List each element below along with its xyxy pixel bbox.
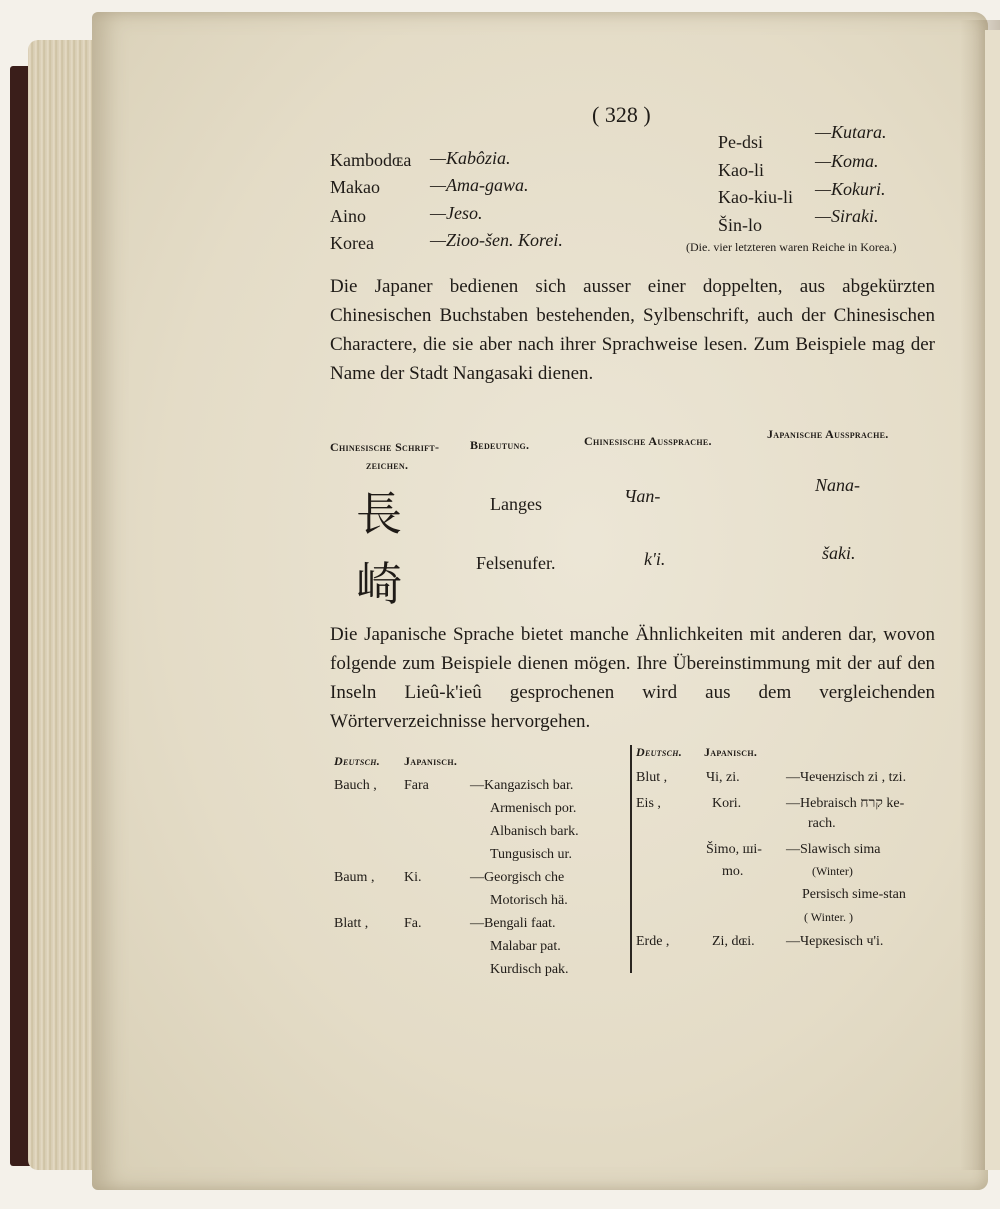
word-japanisch: Ki.: [404, 870, 422, 885]
meaning: Felsenufer.: [476, 553, 556, 573]
word-comparison: —Hebraisch קרח ke-: [786, 796, 905, 811]
table-header: Japanische Aussprache.: [767, 427, 889, 441]
page-number: ( 328 ): [592, 102, 651, 127]
paragraph-2: Die Japanische Sprache bietet manche Ähnlichkeiten mit anderen dar, wovon folgende zum Beispiele dienen mögen. Ihre Übereinstimmung mit der auf den Inseln Lieû-k'ieû gesprochenen wird aus dem vergleichenden Wörterverzeichnisse hervorgehen.: [330, 624, 935, 732]
table-header: Bedeutung.: [470, 438, 530, 452]
meaning: Langes: [490, 494, 542, 514]
word-comparison: Persisch sime-stan: [802, 887, 906, 902]
word-comparison: —Черкеsisch ч'i.: [786, 934, 884, 949]
word-deutsch: Blut ,: [636, 770, 668, 785]
place-japanese: —Zioo-šen. Korei.: [430, 230, 563, 250]
column-divider: [630, 745, 632, 973]
place-name: Kao-li: [718, 160, 764, 180]
table-header: Chinesische Schrift-: [330, 440, 440, 454]
chinese-character: 長: [356, 487, 402, 541]
japanese-pronunciation: šaki.: [822, 543, 856, 563]
word-comparison: Motorisch hä.: [490, 893, 568, 908]
place-name: Pe-dsi: [718, 132, 763, 152]
place-japanese: —Ama-gawa.: [430, 175, 529, 195]
place-japanese: —Koma.: [815, 151, 879, 171]
places-note: (Die. vier letzteren waren Reiche in Korea.): [686, 240, 897, 254]
word-japanisch: mo.: [722, 864, 744, 879]
next-page-edge: [985, 30, 1000, 1170]
place-japanese: —Siraki.: [815, 206, 879, 226]
chinese-pronunciation: k'i.: [644, 549, 666, 569]
word-comparison: rach.: [808, 816, 836, 831]
place-name: Kambodɶa: [330, 150, 412, 170]
wordlist-header-japanisch: Japanisch.: [704, 745, 758, 759]
word-comparison: —Чеченzisch zi , tzi.: [786, 770, 907, 785]
word-japanisch: Fa.: [404, 916, 422, 931]
place-name: Šin-lo: [718, 215, 763, 235]
word-deutsch: Blatt ,: [334, 916, 369, 931]
paragraph-1: Die Japaner bedienen sich ausser einer doppelten, aus abgekürzten Chinesischen Buchstaben bestehenden, Sylbenschrift, auch der Chinesischen Charactere, die sie aber nach ihrer Sprachweise lesen. Zum Beispiele mag der Name der Stadt Nangasaki dienen.: [330, 276, 935, 384]
word-comparison: Tungusisch ur.: [490, 847, 572, 862]
place-japanese: —Kabôzia.: [430, 148, 511, 168]
word-comparison: Malabar pat.: [490, 939, 561, 954]
place-japanese: —Kutara.: [815, 122, 887, 142]
wordlist-header-deutsch: Deutsch.: [334, 754, 381, 768]
place-japanese: —Kokuri.: [815, 179, 886, 199]
word-comparison: Armenisch por.: [490, 801, 577, 816]
wordlist-header-japanisch: Japanisch.: [404, 754, 458, 768]
word-japanisch: Чi, zi.: [706, 770, 740, 785]
word-comparison: —Slawisch sima: [786, 842, 881, 857]
word-comparison: (Winter): [812, 864, 853, 878]
word-comparison: —Georgisch che: [470, 870, 565, 885]
word-comparison: —Bengali faat.: [470, 916, 556, 931]
word-deutsch: Eis ,: [636, 796, 661, 811]
word-japanisch: Šimo, ші-: [706, 842, 762, 857]
word-deutsch: Bauch ,: [334, 778, 377, 793]
japanese-pronunciation: Nana-: [815, 475, 860, 495]
place-name: Aino: [330, 206, 366, 226]
word-comparison: Albanisch bark.: [490, 824, 579, 839]
word-comparison: ( Winter. ): [804, 910, 853, 924]
place-japanese: —Jeso.: [430, 203, 483, 223]
table-header: Chinesische Aussprache.: [584, 434, 712, 448]
word-comparison: —Kangazisch bar.: [470, 778, 574, 793]
word-deutsch: Erde ,: [636, 934, 670, 949]
chinese-character: 崎: [356, 557, 402, 611]
word-comparison: Kurdisch pak.: [490, 962, 569, 977]
word-japanisch: Fara: [404, 778, 429, 793]
wordlist-header-deutsch: Deutsch.: [636, 745, 683, 759]
word-japanisch: Zi, dɶi.: [712, 934, 755, 949]
word-japanisch: Kori.: [712, 796, 742, 811]
word-deutsch: Baum ,: [334, 870, 375, 885]
place-name: Makao: [330, 177, 380, 197]
table-header-wrap: zeichen.: [366, 458, 409, 472]
place-name: Korea: [330, 233, 374, 253]
place-name: Kao-kiu-li: [718, 187, 793, 207]
chinese-pronunciation: Чan-: [624, 486, 661, 506]
